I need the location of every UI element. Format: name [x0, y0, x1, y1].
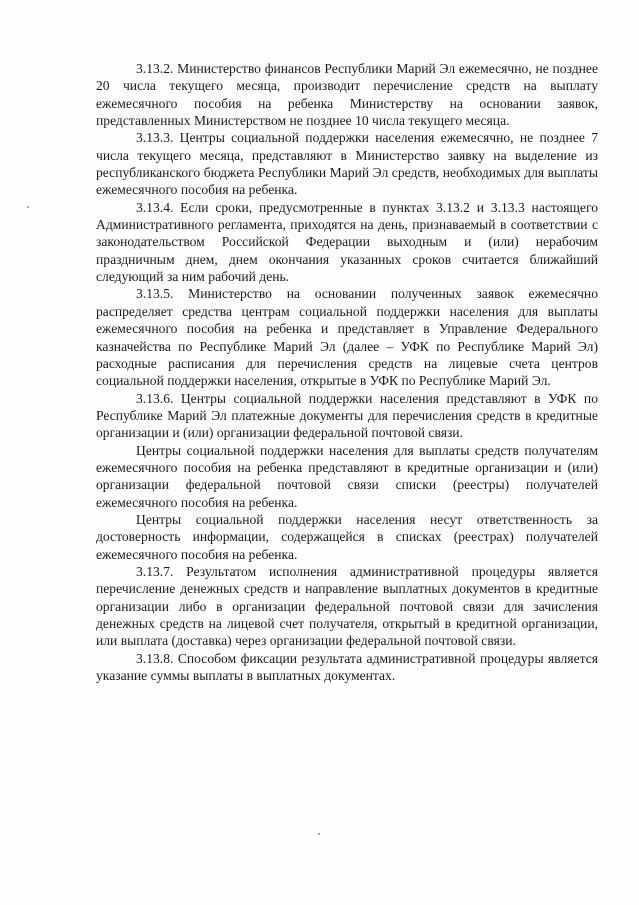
paragraph-3-13-6: 3.13.6. Центры социальной поддержки населения представляют в УФК по Республике Марий Эл платежные документы для перечисления средств в кредитные организации и (или) организации федеральной почтовой связи. [96, 390, 598, 441]
document-body [96, 60, 598, 684]
paragraph-3-13-3: 3.13.3. Центры социальной поддержки населения ежемесячно, не позднее 7 числа текущего месяца, представляют в Министерство заявку на выделение из республиканского бюджета Республики Марий Эл средств, необходимых для выплаты ежемесячного пособия на ребенка. [96, 130, 598, 198]
scan-speck [27, 206, 29, 208]
paragraph-responsibility: Центры социальной поддержки населения несут ответственность за достоверность информации, содержащейся в списках (реестрах) получателей ежемесячного пособия на ребенка. [96, 511, 598, 562]
paragraph-3-13-5: 3.13.5. Министерство на основании полученных заявок ежемесячно распределяет средства центрам социальной поддержки населения для выплаты ежемесячного пособия на ребенка и представляет в Управление Федерального казначейства по Республике Марий Эл (далее – УФК по Республике Марий Эл) расходные расписания для перечисления средств на лицевые счета центров социальной поддержки населения, открытые в УФК по Республике Марий Эл. [96, 286, 598, 389]
paragraph-recipients-lists: Центры социальной поддержки населения для выплаты средств получателям ежемесячного пособия на ребенка представляют в кредитные организации и (или) организации федеральной почтовой связи списки (реестры) получателей ежемесячного пособия на ребенка. [96, 442, 598, 510]
scan-speck [318, 833, 320, 835]
paragraph-3-13-4: 3.13.4. Если сроки, предусмотренные в пунктах 3.13.2 и 3.13.3 настоящего Административного регламента, приходятся на день, признаваемый в соответствии с законодательством Российской Федерации выходным и (или) нерабочим праздничным днем, днем окончания указанных сроков считается ближайший следующий за ним рабочий день. [96, 199, 598, 285]
paragraph-3-13-7: 3.13.7. Результатом исполнения административной процедуры является перечисление денежных средств и направление выплатных документов в кредитные организации либо в организации федеральной почтовой связи для зачисления денежных средств на лицевой счет получателя, открытый в кредитной организации, или выплата (доставка) через организации федеральной почтовой связи. [96, 563, 598, 649]
paragraph-3-13-8: 3.13.8. Способом фиксации результата административной процедуры является указание суммы выплаты в выплатных документах. [96, 650, 598, 684]
paragraph-3-13-2: 3.13.2. Министерство финансов Республики Марий Эл ежемесячно, не позднее 20 числа текущего месяца, производит перечисление средств на выплату ежемесячного пособия на ребенка Министерству на основании заявок, представленных Министерством не позднее 10 числа текущего месяца. [96, 61, 598, 129]
